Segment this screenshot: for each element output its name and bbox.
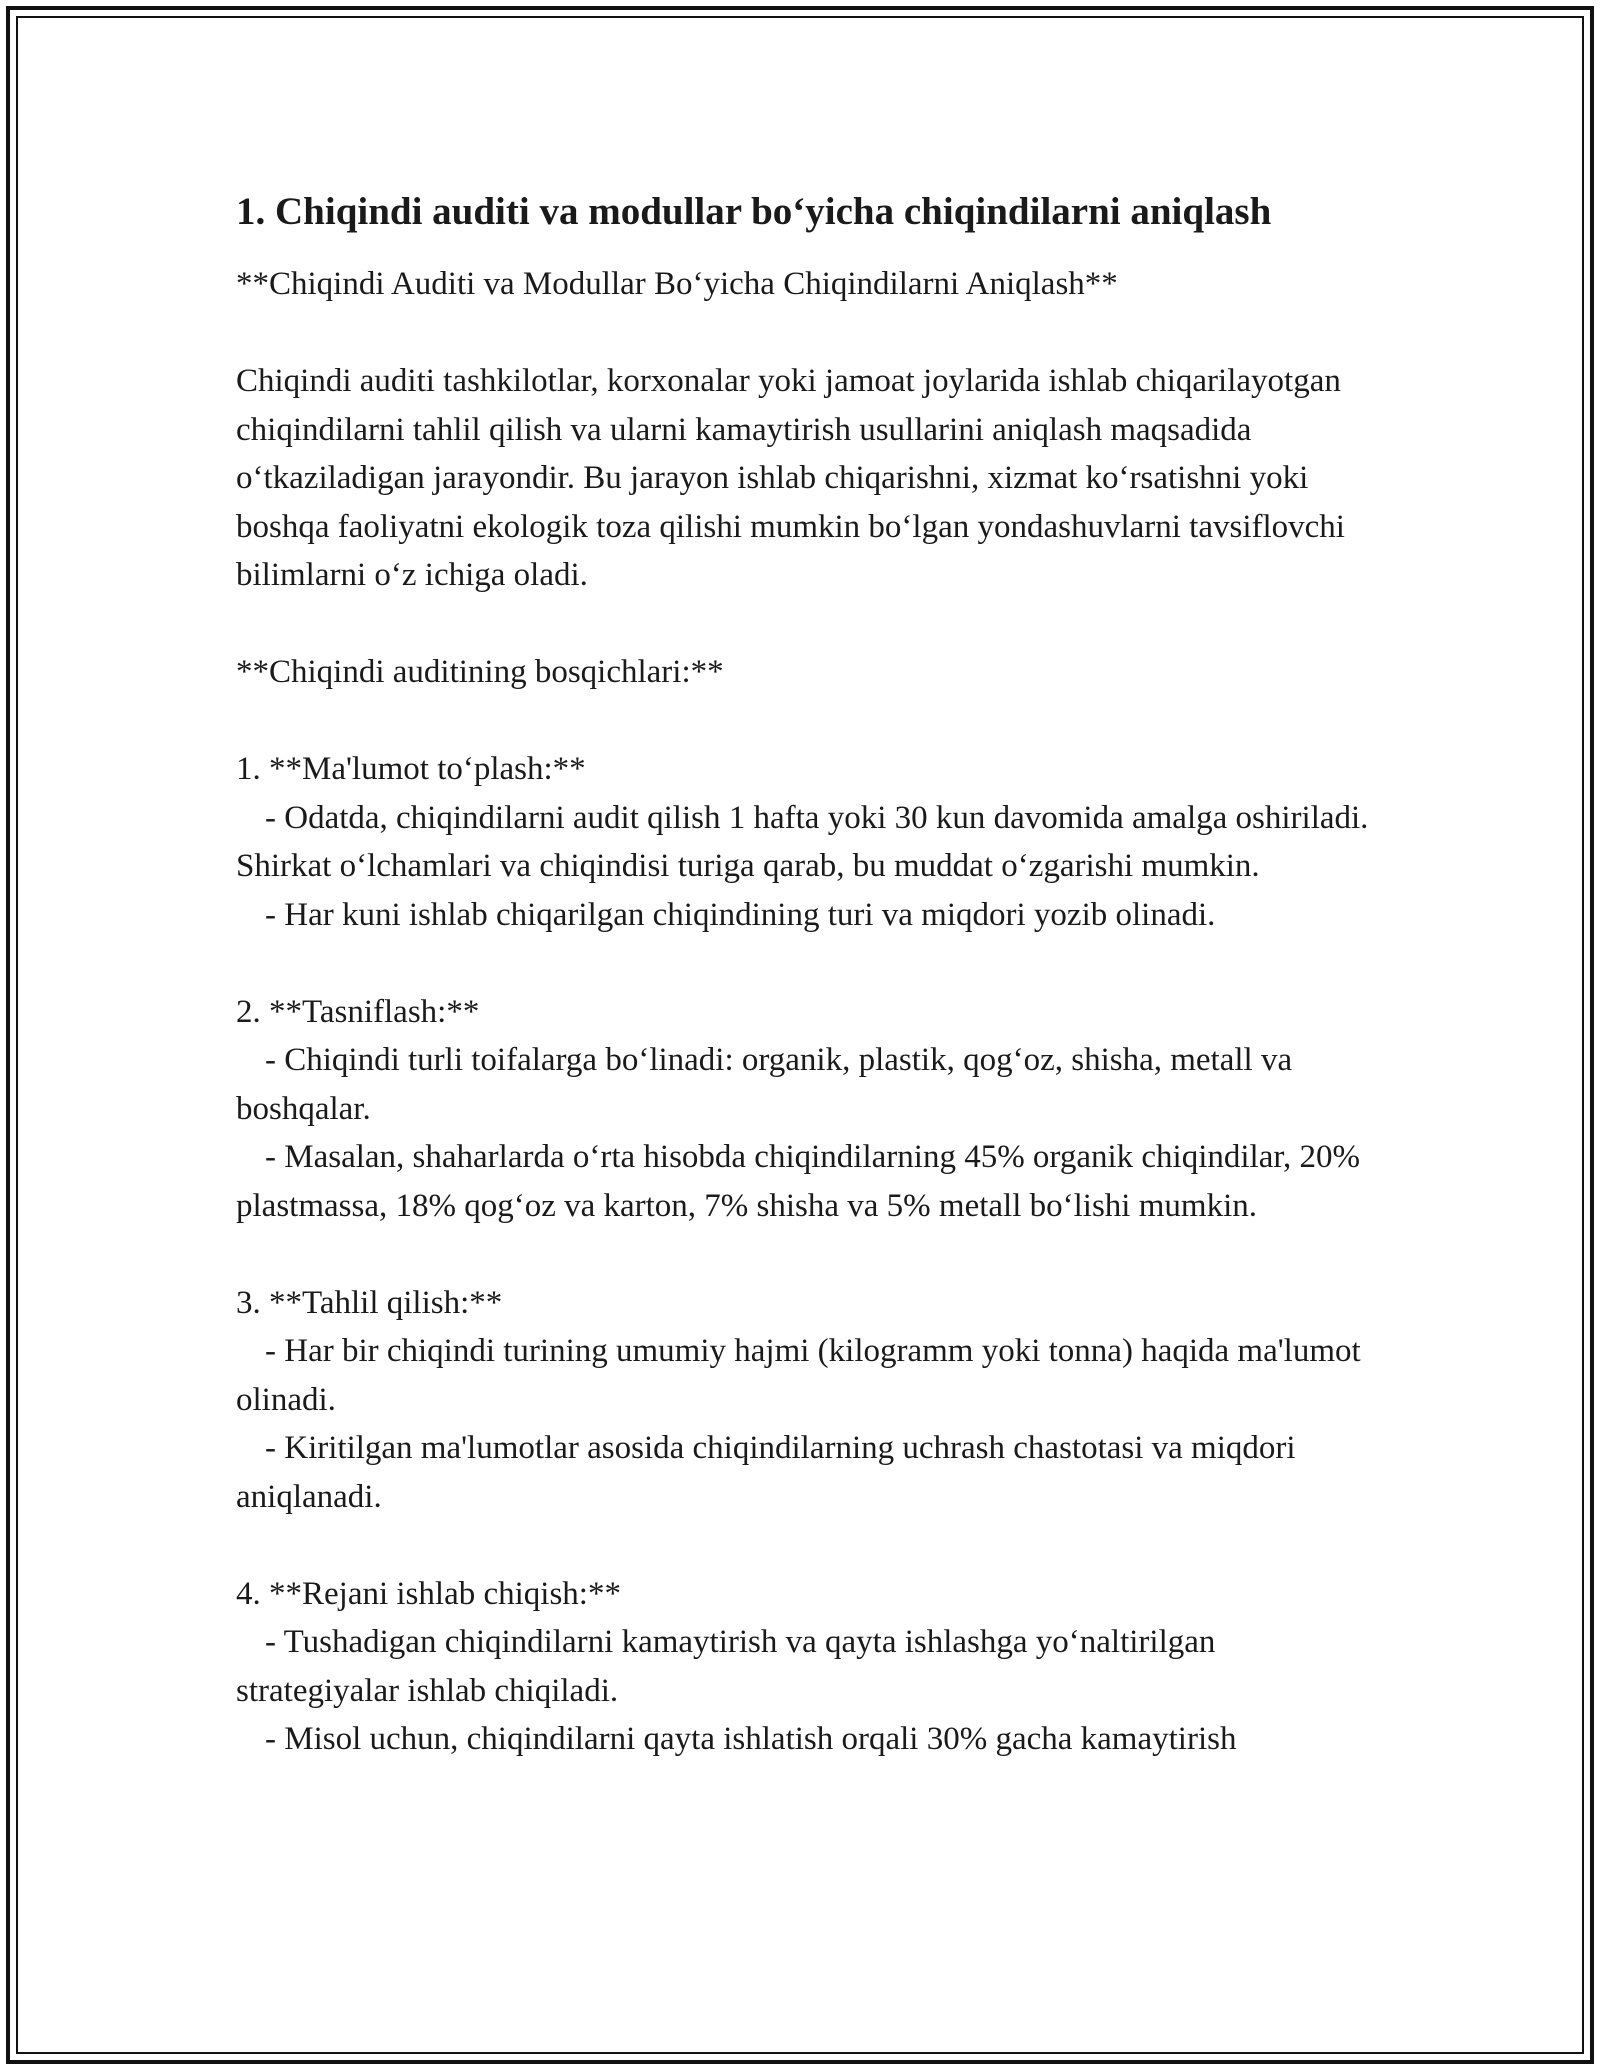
- bullet-text: - Masalan, shaharlarda o‘rta hisobda chiqindilarning 45% organik chiqindilar, 20% plastmassa, 18% qog‘oz va karton, 7% shisha va 5% metall bo‘lishi mumkin.: [236, 1139, 1369, 1224]
- stages-heading: **Chiqindi auditining bosqichlari:**: [236, 654, 724, 690]
- document-title: 1. Chiqindi auditi va modullar bo‘yicha chiqindilarni aniqlash: [236, 190, 1272, 233]
- bullet-text: - Chiqindi turli toifalarga bo‘linadi: organik, plastik, qog‘oz, shisha, metall va boshqalar.: [236, 1042, 1301, 1127]
- blank-line: [236, 939, 1376, 988]
- step-heading: 3. **Tahlil qilish:**: [236, 1284, 503, 1321]
- bullet-text: - Har bir chiqindi turining umumiy hajmi (kilogramm yoki tonna) haqida ma'lumot olinadi.: [236, 1333, 1369, 1418]
- bullet-text: - Kiritilgan ma'lumotlar asosida chiqindilarning uchrash chastotasi va miqdori aniqlanadi.: [236, 1430, 1304, 1515]
- step-bullet: [236, 1036, 1376, 1133]
- step-section-1: [236, 745, 1376, 939]
- step-section-2: [236, 988, 1376, 1231]
- step-bullet: [236, 794, 1376, 891]
- document-body: [236, 186, 1376, 1764]
- step-bullet: [236, 1715, 1376, 1764]
- intro-paragraph: Chiqindi auditi tashkilotlar, korxonalar yoki jamoat joylarida ishlab chiqarilayotgan chiqindilarni tahlil qilish va ularni kamaytirish usullarini aniqlash maqsadida o‘tkaziladigan jarayondir. Bu jarayon ishlab chiqarishni, xizmat ko‘rsatishni yoki boshqa faoliyatni ekologik toza qilishi mumkin bo‘lgan yondashuvlarni tavsiflovchi bilimlarni o‘z ichiga oladi.: [236, 363, 1354, 593]
- blank-line: [236, 697, 1376, 746]
- blank-line: [236, 309, 1376, 358]
- blank-line: [236, 1230, 1376, 1279]
- step-bullet: [236, 891, 1376, 940]
- step-section-3: [236, 1279, 1376, 1522]
- bullet-text: - Misol uchun, chiqindilarni qayta ishlatish orqali 30% gacha kamaytirish: [265, 1721, 1237, 1757]
- step-bullet: [236, 1618, 1376, 1715]
- step-bullet: [236, 1133, 1376, 1230]
- step-section-4: [236, 1570, 1376, 1764]
- bullet-text: - Tushadigan chiqindilarni kamaytirish va qayta ishlashga yo‘naltirilgan strategiyalar ishlab chiqiladi.: [236, 1624, 1224, 1709]
- step-heading: 4. **Rejani ishlab chiqish:**: [236, 1575, 621, 1612]
- bullet-text: - Odatda, chiqindilarni audit qilish 1 hafta yoki 30 kun davomida amalga oshiriladi. Shirkat o‘lchamlari va chiqindisi turiga qarab, bu muddat o‘zgarishi mumkin.: [236, 799, 1377, 884]
- step-bullet: [236, 1327, 1376, 1424]
- blank-line: [236, 600, 1376, 649]
- blank-line: [236, 1521, 1376, 1570]
- bullet-text: - Har kuni ishlab chiqarilgan chiqindining turi va miqdori yozib olinadi.: [265, 896, 1216, 933]
- document-subtitle: **Chiqindi Auditi va Modullar Bo‘yicha Chiqindilarni Aniqlash**: [236, 266, 1118, 302]
- step-heading: 1. **Ma'lumot to‘plash:**: [236, 751, 586, 787]
- step-heading: 2. **Tasniflash:**: [236, 993, 480, 1030]
- step-bullet: [236, 1424, 1376, 1521]
